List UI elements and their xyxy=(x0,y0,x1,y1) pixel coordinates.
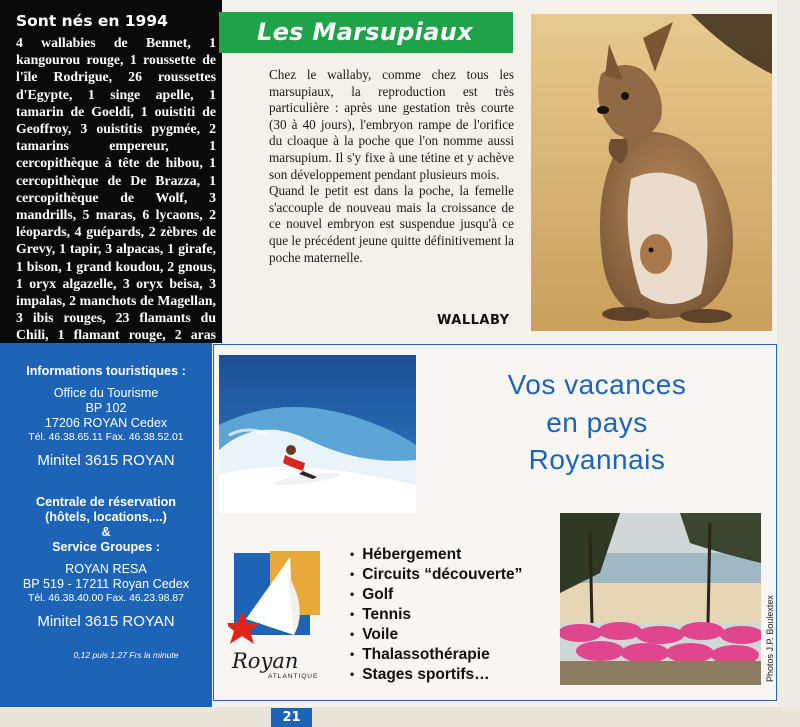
article-body xyxy=(269,67,514,266)
royan-atlantique-logo xyxy=(228,549,334,681)
births-title: Sont nés en 1994 xyxy=(16,12,168,30)
office-minitel: Minitel 3615 ROYAN xyxy=(37,452,175,469)
office-bp: BP 102 xyxy=(85,401,127,415)
page-edge xyxy=(777,0,800,727)
wallaby-illustration xyxy=(531,14,772,331)
advert-title-line: Royannais xyxy=(528,444,666,475)
births-panel xyxy=(0,0,222,343)
beach-illustration xyxy=(560,513,761,685)
wallaby-photo xyxy=(531,14,772,331)
advert-title-line: en pays xyxy=(546,406,648,438)
service-item: • Stages sportifs… xyxy=(350,665,522,685)
office-city: 17206 ROYAN Cedex xyxy=(44,416,168,430)
photo-caption: WALLABY xyxy=(437,313,510,328)
page-number: 21 xyxy=(271,708,312,727)
services-list xyxy=(350,545,522,685)
office-phones: Tél. 46.38.65.11 Fax. 46.38.52.01 xyxy=(28,432,184,443)
logo-word: Royan xyxy=(232,649,299,673)
advert-title xyxy=(432,366,762,479)
reservation-subheading: (hôtels, locations,...) xyxy=(45,510,167,524)
births-list: 4 wallabies de Bennet, 1 kangourou rouge, 1 roussette de l'île Rodrigue, 26 roussettes d'Egypte, 1 singe apelle, 1 tamarin de Goeldi, 1 ouistiti de Geoffroy, 3 ouistitis pygmée, 2 tamarins empereur, 1 cercopithèque à tête de hibou, 1 cercopithèque de De Brazza, 1 cercopithèque de Wolf, 3 mandrills, 5 maras, 6 lycaons, 2 léopards, 4 guépards, 2 zèbres de Grevy, 1 tapir, 3 alpacas, 1 girafe, 1 bison, 1 grand koudou, 2 gnous, 1 oryx algazelle, 3 oryx beisa, 3 impalas, 2 manchots de Magellan, 3 ibis rouges, 23 flamants du Chili, 1 flamant rouge, 2 aras xyxy=(16,35,216,343)
price-note: 0,12 puis 1,27 Frs la minute xyxy=(73,650,179,660)
photo-credit xyxy=(764,510,776,690)
article-paragraph: Quand le petit est dans la poche, la femelle s'accouple de nouveau mais la croissance de ce nouvel embryon est suspendue jusqu'à ce que le précédent jeune quitte définitivement la poche maternelle. xyxy=(269,183,514,265)
article-paragraph: Chez le wallaby, comme chez tous les marsupiaux, la reproduction est très particulière : après une gestation très courte (30 à 40 jours), l'embryon rampe de l'orifice du cloaque à la poche que l'on nomme aussi marsupium. Il s'y fixe à une tétine et y achève son développement pendant plusieurs mois. xyxy=(269,67,514,182)
service-item: • Circuits “découverte” xyxy=(350,565,522,585)
tourist-info-panel xyxy=(0,343,212,707)
office-name: Office du Tourisme xyxy=(53,386,159,400)
resa-address: BP 519 - 17211 Royan Cedex xyxy=(22,577,190,591)
logo-subtitle: ATLANTIQUE xyxy=(268,673,319,680)
surf-photo xyxy=(219,355,416,513)
resa-phones: Tél. 46.38.40.00 Fax. 46.23.98.87 xyxy=(28,593,184,604)
service-item: • Voile xyxy=(350,625,522,645)
service-item: • Hébergement xyxy=(350,545,522,565)
service-item: • Tennis xyxy=(350,605,522,625)
resa-name: ROYAN RESA xyxy=(65,562,147,576)
surf-illustration xyxy=(219,355,416,513)
bottom-margin xyxy=(0,707,800,727)
group-service-heading: Service Groupes : xyxy=(52,540,160,554)
photo-credit-text: Photos J.P. Boulextex xyxy=(765,595,775,682)
tourist-info-heading: Informations touristiques : xyxy=(26,364,186,378)
beach-photo xyxy=(560,513,761,685)
advert-title-line: Vos vacances xyxy=(507,369,687,400)
ampersand: & xyxy=(101,525,111,539)
reservation-heading: Centrale de réservation xyxy=(36,495,176,509)
article-heading: Les Marsupiaux xyxy=(219,12,513,53)
service-item: • Thalassothérapie xyxy=(350,645,522,665)
service-item: • Golf xyxy=(350,585,522,605)
resa-minitel: Minitel 3615 ROYAN xyxy=(37,613,175,630)
